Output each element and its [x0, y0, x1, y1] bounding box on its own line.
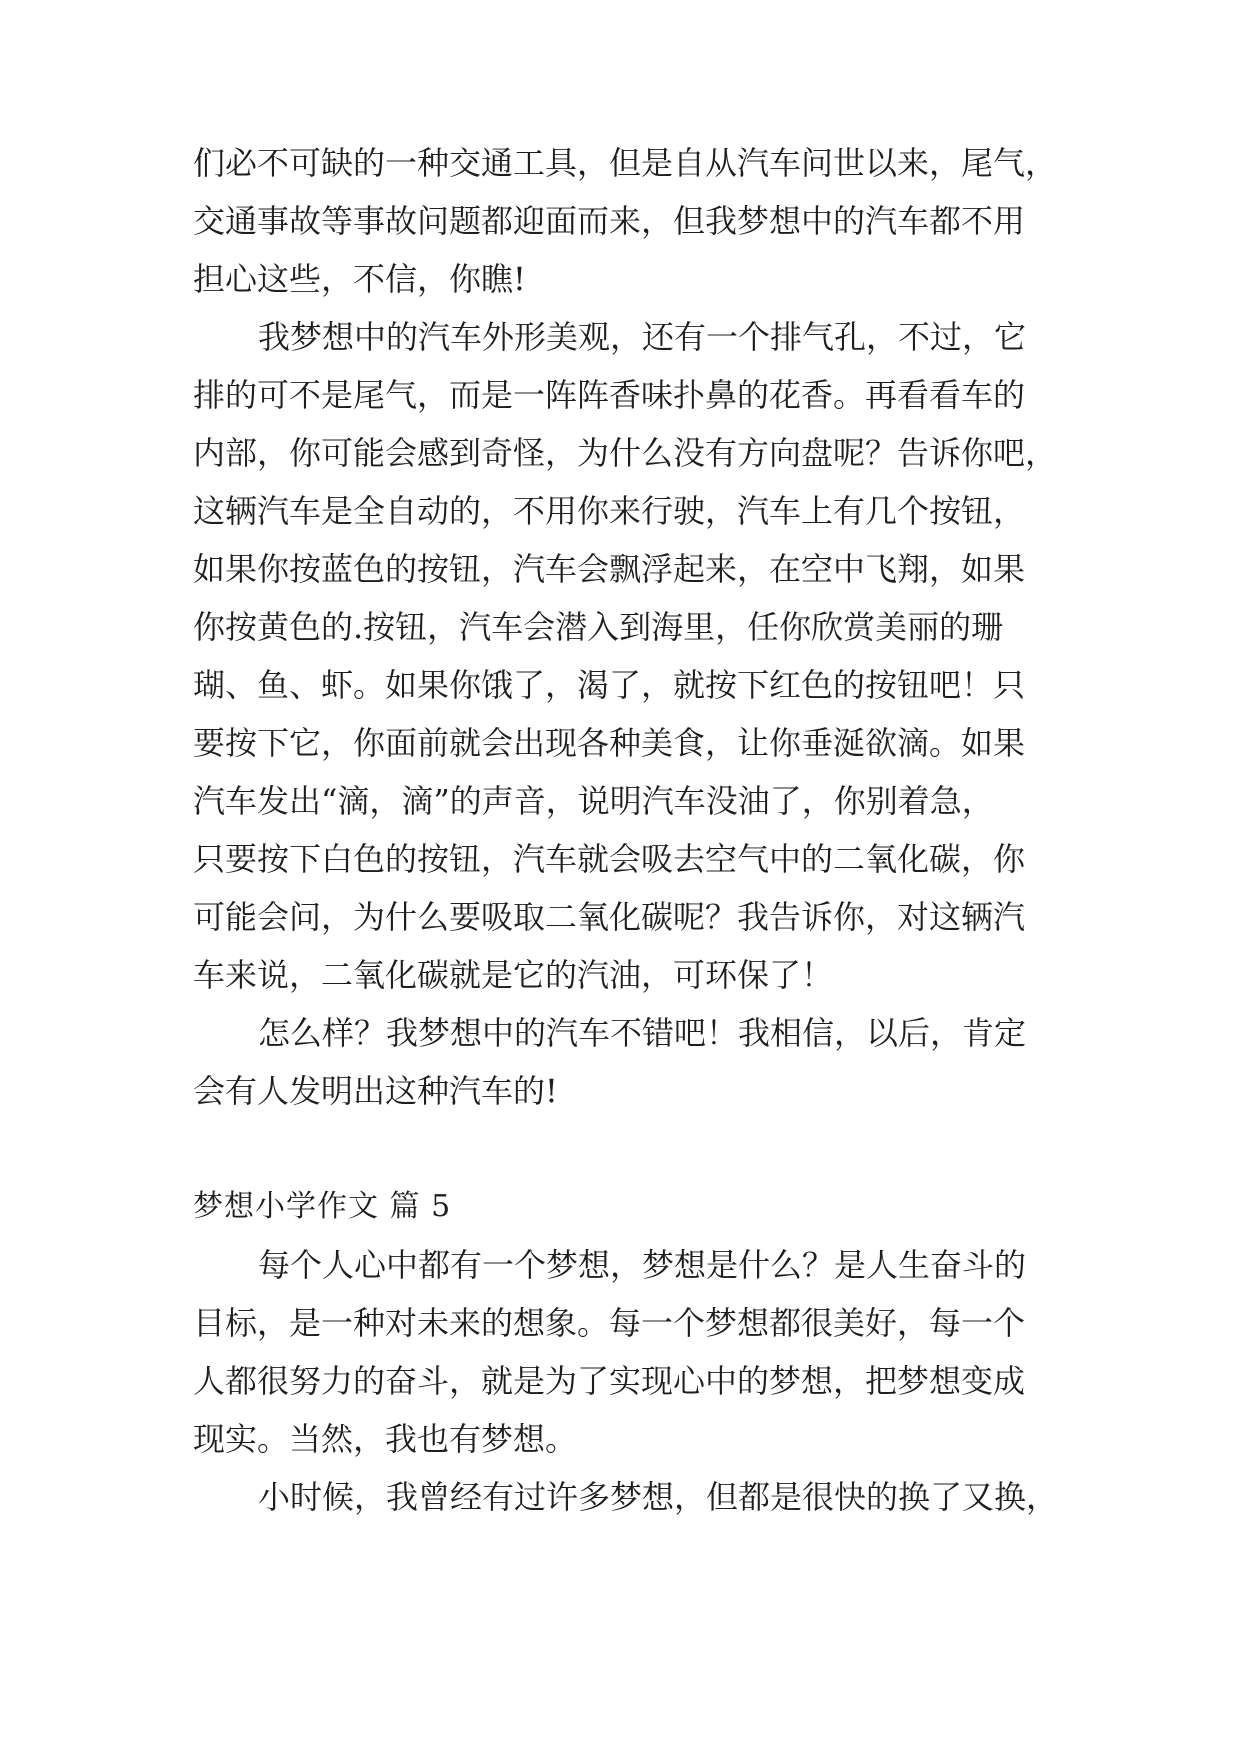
text-line: 可能会问，为什么要吸取二氧化碳呢？我告诉你，对这辆汽: [193, 898, 1026, 936]
text-line: 们必不可缺的一种交通工具，但是自从汽车问世以来，尾气，: [193, 144, 1058, 182]
text-line: 人都很努力的奋斗，就是为了实现心中的梦想，把梦想变成: [193, 1362, 1026, 1400]
text-line: 担心这些，不信，你瞧!: [193, 260, 526, 298]
section-heading: 梦想小学作文 篇 5: [193, 1189, 452, 1224]
text-line: 小时候，我曾经有过许多梦想，但都是很快的换了又换，: [258, 1478, 1059, 1516]
text-line: 目标，是一种对未来的想象。每一个梦想都很美好，每一个: [193, 1304, 1026, 1342]
text-line: 这辆汽车是全自动的，不用你来行驶，汽车上有几个按钮，: [193, 492, 1026, 530]
text-line: 每个人心中都有一个梦想，梦想是什么？是人生奋斗的: [258, 1246, 1027, 1284]
text-line: 内部，你可能会感到奇怪，为什么没有方向盘呢？告诉你吧，: [193, 434, 1058, 472]
text-line: 会有人发明出这种汽车的!: [193, 1072, 558, 1110]
text-line: 我梦想中的汽车外形美观，还有一个排气孔，不过，它: [258, 318, 1027, 356]
text-line: 怎么样？我梦想中的汽车不错吧！我相信，以后，肯定: [258, 1014, 1027, 1052]
text-line: 排的可不是尾气，而是一阵阵香味扑鼻的花香。再看看车的: [193, 376, 1026, 414]
text-line: 只要按下白色的按钮，汽车就会吸去空气中的二氧化碳，你: [193, 840, 1026, 878]
text-line: 要按下它，你面前就会出现各种美食，让你垂涎欲滴。如果: [193, 724, 1026, 762]
text-line: 现实。当然，我也有梦想。: [193, 1420, 578, 1458]
text-line: 车来说，二氧化碳就是它的汽油，可环保了！: [193, 956, 834, 994]
text-line: 如果你按蓝色的按钮，汽车会飘浮起来，在空中飞翔，如果: [193, 550, 1026, 588]
text-line: 交通事故等事故问题都迎面而来，但我梦想中的汽车都不用: [193, 202, 1026, 240]
text-line: 汽车发出“滴，滴”的声音，说明汽车没油了，你别着急，: [193, 782, 994, 820]
text-line: 你按黄色的.按钮，汽车会潜入到海里，任你欣赏美丽的珊: [193, 608, 1004, 646]
text-line: 瑚、鱼、虾。如果你饿了，渴了，就按下红色的按钮吧！只: [193, 666, 1026, 704]
